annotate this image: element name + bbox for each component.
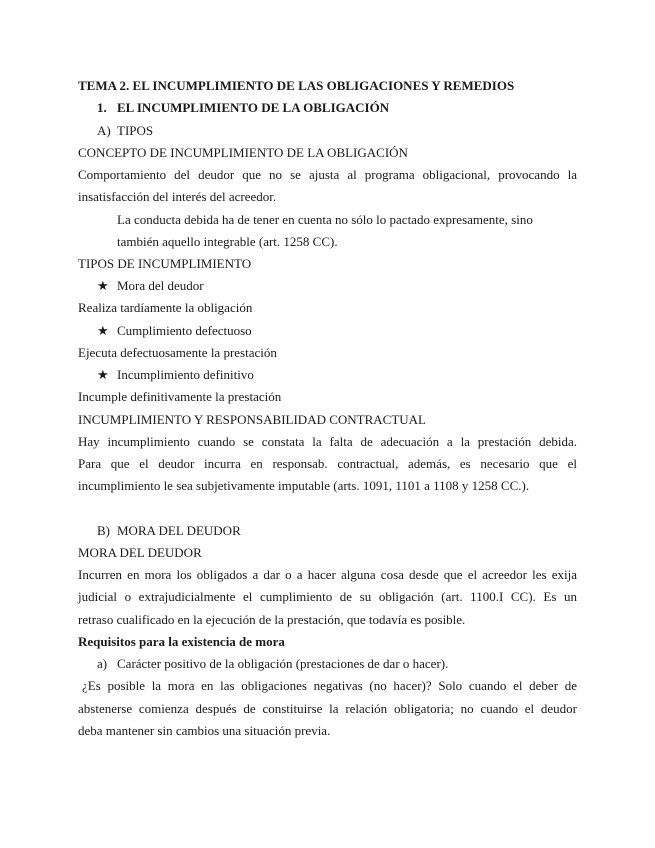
tipo-label: Cumplimiento defectuoso (117, 323, 252, 338)
requisitos-heading: Requisitos para la existencia de mora (78, 634, 285, 649)
requisito-label: Carácter positivo de la obligación (prestaciones de dar o hacer). (117, 656, 449, 671)
tipo-item (97, 278, 204, 294)
responsabilidad-paragraph-line: Hay incumplimiento cuando se constata la falta de adecuación a la prestación debida. (78, 434, 577, 449)
subsection-heading-b (97, 523, 241, 539)
mora-paragraph-line: judicial o extrajudicialmente el cumplimiento de su obligación (art. 1100.I CC). Es un (78, 589, 577, 604)
concepto-paragraph-line: insatisfacción del interés del acreedor. (78, 189, 277, 204)
section-number: 1. (97, 100, 107, 115)
concepto-heading: CONCEPTO DE INCUMPLIMIENTO DE LA OBLIGACIÓN (78, 145, 408, 160)
tipos-heading: TIPOS DE INCUMPLIMIENTO (78, 256, 252, 271)
concepto-indent-line: La conducta debida ha de tener en cuenta no sólo lo pactado expresamente, sino (117, 212, 533, 227)
tipo-description: Realiza tardíamente la obligación (78, 300, 253, 315)
requisito-letter: a) (97, 656, 108, 671)
subsection-label: MORA DEL DEUDOR (117, 523, 241, 538)
subsection-number: A) (97, 123, 111, 138)
subsection-label: TIPOS (117, 123, 154, 138)
tipo-description: Incumple definitivamente la prestación (78, 389, 282, 404)
document-title: TEMA 2. EL INCUMPLIMIENTO DE LAS OBLIGACIONES Y REMEDIOS (78, 78, 515, 93)
responsabilidad-paragraph-line: incumplimiento le sea subjetivamente imputable (arts. 1091, 1101 a 1108 y 1258 CC.). (78, 478, 530, 493)
responsabilidad-paragraph-line: Para que el deudor incurra en responsab. contractual, además, es necesario que el (78, 456, 577, 471)
requisito-item-a (97, 656, 448, 672)
negativas-paragraph-line: deba mantener sin cambios una situación previa. (78, 723, 331, 738)
mora-heading: MORA DEL DEUDOR (78, 545, 202, 560)
mora-paragraph-line: Incurren en mora los obligados a dar o a hacer alguna cosa desde que el acreedor les exija (78, 567, 577, 582)
negativas-paragraph-line: abstenerse comienza después de constituirse la relación obligatoria; no cuando el deudor (78, 701, 577, 716)
subsection-number: B) (97, 523, 110, 538)
section-label: EL INCUMPLIMIENTO DE LA OBLIGACIÓN (117, 100, 390, 115)
star-icon: ★ (97, 278, 109, 293)
concepto-indent-line: también aquello integrable (art. 1258 CC). (117, 234, 338, 249)
responsabilidad-heading: INCUMPLIMIENTO Y RESPONSABILIDAD CONTRACTUAL (78, 412, 426, 427)
star-icon: ★ (97, 323, 109, 338)
section-heading-1 (97, 100, 389, 116)
tipo-label: Incumplimiento definitivo (117, 367, 254, 382)
tipo-item (97, 323, 252, 339)
tipo-description: Ejecuta defectuosamente la prestación (78, 345, 277, 360)
tipo-label: Mora del deudor (117, 278, 204, 293)
concepto-paragraph-line: Comportamiento del deudor que no se ajusta al programa obligacional, provocando la (78, 167, 577, 182)
mora-paragraph-line: retraso cualificado en la ejecución de la prestación, que todavía es posible. (78, 612, 466, 627)
tipo-item (97, 367, 254, 383)
negativas-paragraph-line: ¿Es posible la mora en las obligaciones negativas (no hacer)? Solo cuando el deber de (82, 678, 577, 693)
star-icon: ★ (97, 367, 109, 382)
subsection-heading-a (97, 123, 153, 139)
